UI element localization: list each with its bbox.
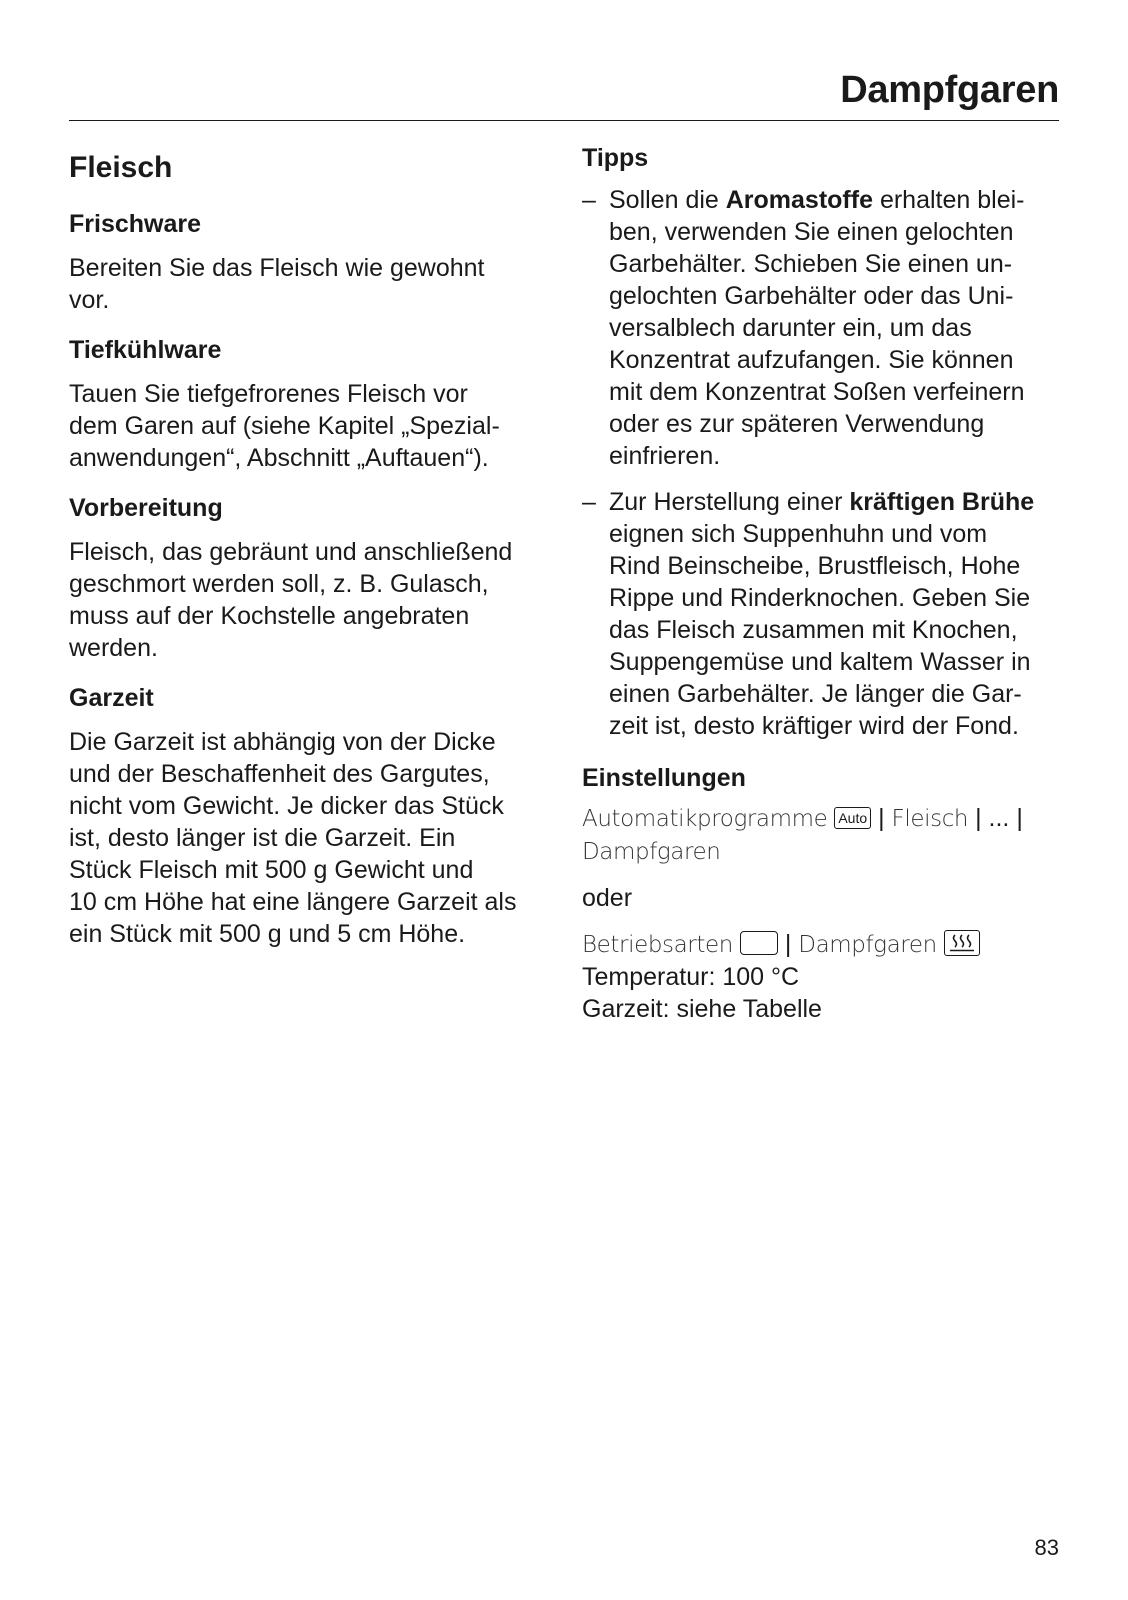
text-line: Tauen Sie tiefgefrorenes Fleisch vor [69, 380, 468, 408]
dash-bullet: – [582, 186, 596, 214]
text-line [609, 184, 1072, 216]
text-line: einfrieren. [609, 442, 721, 470]
page-header [69, 60, 1059, 121]
settings-path-automatik [582, 802, 1072, 868]
text-line [582, 835, 1072, 868]
text-line: Die Garzeit ist abhängig von der Dicke [69, 728, 496, 756]
text-line: dem Garen auf (siehe Kapitel „Spezial- [69, 412, 500, 440]
text-span: Zur Herstellung einer [609, 488, 850, 516]
text-line: und der Beschaffenheit des Gargutes, [69, 760, 490, 788]
text-line: geschmort werden soll, z. B. Gulasch, [69, 570, 489, 598]
text-line: einen Garbehälter. Je länger die Gar- [609, 680, 1022, 708]
right-column [582, 142, 1072, 1025]
frischware-heading: Frischware [69, 210, 202, 238]
text-line: nicht vom Gewicht. Je dicker das Stück [69, 792, 504, 820]
text-line: versalblech darunter ein, um das [609, 314, 972, 342]
bold-term: Aromastoffe [725, 186, 873, 214]
tips-list [582, 184, 1072, 742]
text-line: Rind Beinscheibe, Brustfleisch, Hohe [609, 552, 1021, 580]
garzeit-text [69, 726, 559, 950]
tipps-heading: Tipps [582, 144, 649, 172]
text-line: mit dem Konzentrat Soßen verfeinern [609, 378, 1025, 406]
path-separator: | [784, 930, 792, 958]
path-separator: | [975, 804, 982, 832]
modes-button-icon [740, 931, 778, 955]
text-line: Suppengemüse und kaltem Wasser in [609, 648, 1031, 676]
page-number: 83 [1034, 1535, 1059, 1560]
menu-automatikprogramme: Automatikprogramme [582, 806, 828, 832]
settings-path-betriebsarten [582, 928, 1072, 1025]
text-line: das Fleisch zusammen mit Knochen, [609, 616, 1018, 644]
path-ellipsis: ... [988, 804, 1010, 832]
menu-fleisch: Fleisch [891, 806, 969, 832]
text-line: anwendungen“, Abschnitt „Auftauen“). [69, 444, 489, 472]
text-line: muss auf der Kochstelle angebraten [69, 602, 470, 630]
tiefkuehlware-heading: Tiefkühlware [69, 336, 222, 364]
einstellungen-heading: Einstellungen [582, 764, 746, 792]
text-line: ben, verwenden Sie einen gelochten [609, 218, 1014, 246]
text-line: gelochten Garbehälter oder das Uni- [609, 282, 1014, 310]
text-line: oder es zur späteren Verwendung [609, 410, 985, 438]
tip-item [582, 486, 1072, 742]
text-line: Rippe und Rinderknochen. Geben Sie [609, 584, 1031, 612]
text-span: erhalten blei- [873, 186, 1025, 214]
text-line [582, 802, 1072, 835]
menu-dampfgaren: Dampfgaren [582, 839, 721, 865]
menu-dampfgaren: Dampfgaren [798, 932, 937, 958]
text-line: zeit ist, desto kräftiger wird der Fond. [609, 712, 1019, 740]
left-column [69, 140, 559, 968]
path-separator: | [878, 804, 885, 832]
text-line: Garbehälter. Schieben Sie einen un- [609, 250, 1013, 278]
text-line: Stück Fleisch mit 500 g Gewicht und [69, 856, 474, 884]
text-line: eignen sich Suppenhuhn und vom [609, 520, 988, 548]
chapter-title: Dampfgaren [840, 69, 1059, 111]
text-line [582, 928, 1072, 961]
text-line [609, 486, 1072, 518]
temperature-setting: Temperatur: 100 °C [582, 963, 800, 991]
text-line: Konzentrat aufzufangen. Sie können [609, 346, 1014, 374]
text-line: ist, desto länger ist die Garzeit. Ein [69, 824, 456, 852]
text-line: werden. [69, 634, 158, 662]
text-line: Fleisch, das gebräunt und anschließend [69, 538, 513, 566]
frischware-text [69, 252, 559, 316]
auto-button-icon: Auto [834, 807, 871, 829]
text-line: 10 cm Höhe hat eine längere Garzeit als [69, 888, 517, 916]
bold-term: kräftigen Brühe [849, 488, 1035, 516]
path-separator: | [1016, 804, 1023, 832]
text-span: Sollen die [609, 186, 726, 214]
dash-bullet: – [582, 488, 596, 516]
text-line: vor. [69, 286, 110, 314]
tip-item [582, 184, 1072, 472]
vorbereitung-heading: Vorbereitung [69, 494, 223, 522]
text-line: Bereiten Sie das Fleisch wie gewohnt [69, 254, 485, 282]
menu-betriebsarten: Betriebsarten [582, 932, 733, 958]
garzeit-heading: Garzeit [69, 684, 154, 712]
steam-icon [944, 930, 980, 956]
section-title: Fleisch [69, 151, 173, 184]
vorbereitung-text [69, 536, 559, 664]
oder-text: oder [582, 884, 633, 912]
garzeit-setting: Garzeit: siehe Tabelle [582, 995, 822, 1023]
text-line: ein Stück mit 500 g und 5 cm Höhe. [69, 920, 466, 948]
tiefkuehlware-text [69, 378, 559, 474]
